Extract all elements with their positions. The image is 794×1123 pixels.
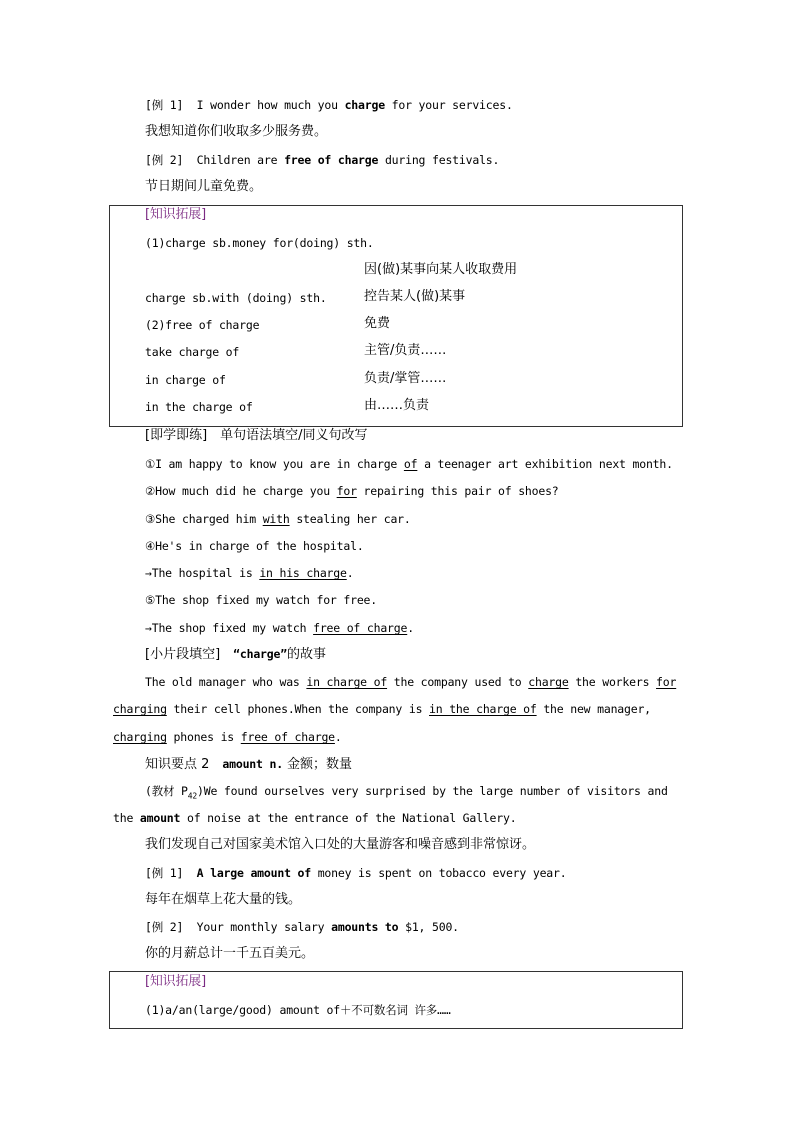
text: 知识要点 2 [145,757,223,772]
practice-item [145,564,353,582]
box-row: in the charge of [145,400,253,414]
answer-blank: charging [113,702,167,716]
box-row: (1)charge sb.money for(doing) sth. [145,236,374,250]
text: . [346,566,354,580]
example-2-en [145,918,459,936]
text: for your services. [384,98,513,112]
text: the workers [568,675,657,689]
bold-text: A large amount of [196,866,311,880]
text: ①I am happy to know you are in charge [145,457,404,471]
practice-item [145,510,411,528]
answer-blank: free of charge [240,730,335,744]
text: ②How much did he charge you [145,484,337,498]
answer-blank: in his charge [259,566,347,580]
box-row-cn: 控告某人(做)某事 [364,289,466,304]
text: I wonder how much you [196,98,345,112]
text: the [113,811,140,825]
box-row-cn: 负责/掌管…… [364,371,447,386]
text: [小片段填空] [145,647,234,662]
example-1-en [145,864,566,882]
box-row-cn: 因(做)某事向某人收取费用 [364,262,518,277]
answer-blank: charge [528,675,569,689]
box-row: (2)free of charge [145,318,260,332]
text: during festivals. [378,153,500,167]
example-label: [例 2] [145,920,184,934]
box-row-cn: 免费 [364,316,391,331]
text: the new manager, [536,702,651,716]
practice-item [145,455,673,473]
box-title: [知识拓展] [145,974,206,989]
text: 的故事 [286,647,326,662]
story-title [145,645,326,664]
text: phones is [166,730,241,744]
textbook-sentence [145,782,668,805]
text: )We found ourselves very surprised by the large number of visitors and [197,784,668,798]
answer-blank: in the charge of [429,702,537,716]
text: a teenager art exhibition next month. [417,457,673,471]
example-2-cn: 你的月薪总计一千五百美元。 [145,946,315,961]
box-row: charge sb.with (doing) sth. [145,291,327,305]
practice-item [145,482,559,500]
text: 金额；数量 [282,757,353,772]
example-label: [例 1] [145,866,184,880]
text: money is spent on tobacco every year. [310,866,567,880]
box-row: in charge of [145,373,226,387]
text: repairing this pair of shoes? [356,484,559,498]
practice-item: ④He's in charge of the hospital. [145,539,364,553]
text: The old manager who was [145,675,307,689]
point-title [145,755,352,774]
text: $1, 500. [398,920,459,934]
answer-blank: of [403,457,418,471]
example-2-cn: 节日期间儿童免费。 [145,179,263,194]
text: →The hospital is [145,566,260,580]
answer-blank: charging [113,730,167,744]
example-1-cn: 每年在烟草上花大量的钱。 [145,892,302,907]
bold-text: amount n. [222,757,283,771]
bold-text: charge [344,98,385,112]
story-line [113,700,651,718]
answer-blank: in charge of [306,675,388,689]
text: their cell phones.When the company is [166,702,430,716]
answer-blank: free of charge [313,621,408,635]
answer-blank: with [262,512,290,526]
text: . [407,621,414,635]
story-line [113,728,342,746]
example-label: [例 1] [145,98,184,112]
story-line [145,673,681,691]
text: →The shop fixed my watch [145,621,314,635]
textbook-sentence [113,809,516,827]
text: stealing her car. [289,512,411,526]
bold-text: “charge” [233,647,287,661]
answer-blank: for [336,484,357,498]
box-title: [知识拓展] [145,207,206,222]
example-2-en [145,151,499,169]
box-row: (1)a/an(large/good) amount of＋不可数名词 许多…… [145,1003,451,1017]
text: ③She charged him [145,512,263,526]
bold-text: free of charge [284,153,379,167]
bold-text: amounts to [331,920,399,934]
example-label: [例 2] [145,153,184,167]
text: . [334,730,342,744]
practice-title: [即学即练] 单句语法填空/同义句改写 [145,428,368,443]
text: Your monthly salary [196,920,332,934]
text: (教材 P [145,784,188,798]
text: the company used to [387,675,529,689]
text: Children are [196,153,285,167]
box-row-cn: 主管/负责…… [364,343,447,358]
box-row: take charge of [145,345,240,359]
text: of noise at the entrance of the National Gallery. [180,811,517,825]
textbook-sentence-cn: 我们发现自己对国家美术馆入口处的大量游客和噪音感到非常惊讶。 [145,837,536,852]
bold-text: amount [139,811,181,825]
page-subscript: 42 [187,791,198,801]
practice-item [145,619,414,637]
example-1-cn: 我想知道你们收取多少服务费。 [145,124,328,139]
practice-item: ⑤The shop fixed my watch for free. [145,593,377,607]
box-row-cn: 由……负责 [364,398,430,413]
example-1-en [145,96,513,114]
answer-blank: for [656,675,677,689]
